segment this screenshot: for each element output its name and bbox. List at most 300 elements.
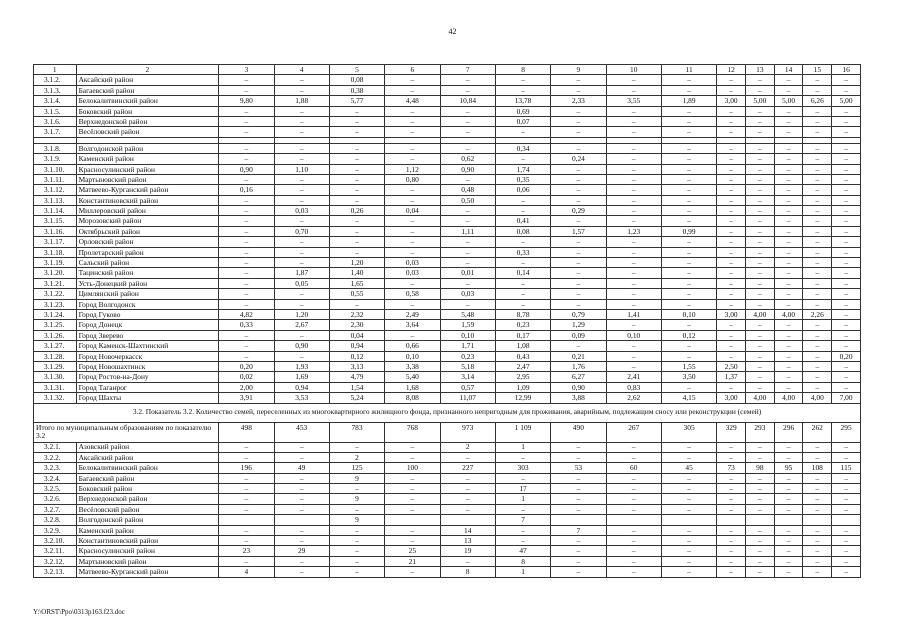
row-value: – <box>219 484 274 494</box>
row-value: 0,09 <box>551 330 606 340</box>
row-value: 0,12 <box>329 351 384 361</box>
row-code: 3.1.8. <box>34 143 77 153</box>
row-value: – <box>746 556 775 566</box>
row-value: – <box>551 106 606 116</box>
row-value: – <box>832 382 861 392</box>
row-value: – <box>551 484 606 494</box>
row-value: – <box>219 247 274 257</box>
row-value: – <box>746 216 775 226</box>
row-name: Весёловский район <box>76 504 219 514</box>
row-value: – <box>219 536 274 546</box>
row-value: – <box>661 247 716 257</box>
table-row <box>34 556 861 566</box>
row-value: – <box>606 341 661 351</box>
row-code: 3.1.4. <box>34 96 77 106</box>
row-value: – <box>661 216 716 226</box>
row-code: 3.2.6. <box>34 494 77 504</box>
row-value: – <box>717 127 746 137</box>
row-value: – <box>606 216 661 226</box>
row-value: – <box>717 351 746 361</box>
row-value: – <box>219 174 274 184</box>
row-value: – <box>774 247 803 257</box>
row-value: 7 <box>551 525 606 535</box>
row-value: – <box>774 106 803 116</box>
row-value: – <box>606 185 661 195</box>
row-value: – <box>440 75 495 85</box>
row-value: – <box>803 237 832 247</box>
row-value: – <box>661 299 716 309</box>
row-value: 9 <box>329 494 384 504</box>
row-name: Город Зверево <box>76 330 219 340</box>
row-value: 1,09 <box>495 382 550 392</box>
row-value: – <box>329 546 384 556</box>
row-value: – <box>717 237 746 247</box>
row-value: – <box>440 127 495 137</box>
row-value: – <box>774 85 803 95</box>
row-value: – <box>329 536 384 546</box>
table-row <box>34 546 861 556</box>
row-name: Октябрьский район <box>76 226 219 236</box>
row-value: – <box>495 525 550 535</box>
row-value: – <box>803 127 832 137</box>
row-name: Город Гуково <box>76 309 219 319</box>
row-value: – <box>385 185 440 195</box>
row-value: 2,50 <box>717 361 746 371</box>
row-value: – <box>551 289 606 299</box>
row-value: – <box>551 473 606 483</box>
row-value: 2,33 <box>551 96 606 106</box>
row-value: 21 <box>385 556 440 566</box>
row-value: – <box>606 494 661 504</box>
row-value: – <box>717 382 746 392</box>
row-value: – <box>746 289 775 299</box>
row-value: – <box>661 452 716 462</box>
row-value: – <box>717 278 746 288</box>
total-value: 490 <box>551 422 606 442</box>
row-value: 73 <box>717 463 746 473</box>
row-value: 0,33 <box>219 320 274 330</box>
table-row <box>34 463 861 473</box>
row-value: – <box>717 154 746 164</box>
row-value: 0,02 <box>219 372 274 382</box>
row-value: 1,08 <box>495 341 550 351</box>
row-value: – <box>717 185 746 195</box>
row-name: Каменский район <box>76 154 219 164</box>
row-value: – <box>329 195 384 205</box>
row-name: Весёловский район <box>76 127 219 137</box>
row-value: 13,78 <box>495 96 550 106</box>
row-value: 12,99 <box>495 393 550 403</box>
row-value: – <box>774 452 803 462</box>
row-value: – <box>385 226 440 236</box>
row-value: – <box>717 75 746 85</box>
table-row <box>34 351 861 361</box>
row-value: – <box>551 504 606 514</box>
row-value: – <box>661 85 716 95</box>
table-row <box>34 258 861 268</box>
row-value: – <box>746 258 775 268</box>
row-value: 108 <box>803 463 832 473</box>
row-name: Верхнедонской район <box>76 494 219 504</box>
row-value: – <box>219 268 274 278</box>
row-value: – <box>274 216 329 226</box>
row-value: 1,20 <box>274 309 329 319</box>
row-value: 0,08 <box>329 75 384 85</box>
row-value: 0,58 <box>385 289 440 299</box>
row-value: – <box>274 247 329 257</box>
total-value: 453 <box>274 422 329 442</box>
row-value: – <box>803 361 832 371</box>
row-value: – <box>774 195 803 205</box>
row-value: – <box>774 484 803 494</box>
row-value: – <box>551 556 606 566</box>
row-value: – <box>606 289 661 299</box>
row-value: – <box>717 206 746 216</box>
row-value: – <box>385 247 440 257</box>
row-value: 2,95 <box>495 372 550 382</box>
row-value: – <box>717 195 746 205</box>
row-value: – <box>329 247 384 257</box>
row-value: 98 <box>746 463 775 473</box>
row-code: 3.1.15. <box>34 216 77 226</box>
total-value: 267 <box>606 422 661 442</box>
row-value: – <box>606 525 661 535</box>
row-value: – <box>329 442 384 452</box>
row-value: 0,08 <box>495 226 550 236</box>
row-value: – <box>803 556 832 566</box>
row-value: – <box>746 143 775 153</box>
row-value: 0,16 <box>219 185 274 195</box>
row-code: 3.2.11. <box>34 546 77 556</box>
row-value: 4,79 <box>329 372 384 382</box>
row-value: 13 <box>440 536 495 546</box>
row-value: – <box>551 75 606 85</box>
row-value: 1,54 <box>329 382 384 392</box>
row-value: – <box>803 567 832 577</box>
row-name: Волгодонской район <box>76 515 219 525</box>
row-name: Мартыновский район <box>76 174 219 184</box>
row-value: – <box>495 85 550 95</box>
row-value: – <box>385 278 440 288</box>
row-value: 0,20 <box>832 351 861 361</box>
table-row <box>34 278 861 288</box>
row-value: 11,07 <box>440 393 495 403</box>
row-value: – <box>746 206 775 216</box>
row-value: – <box>495 75 550 85</box>
row-value: 8,08 <box>385 393 440 403</box>
row-value: – <box>440 237 495 247</box>
row-value: – <box>440 106 495 116</box>
row-code: 3.1.16. <box>34 226 77 236</box>
row-value: 3,13 <box>329 361 384 371</box>
table-row <box>34 309 861 319</box>
column-number: 3 <box>219 65 274 75</box>
row-value: – <box>219 556 274 566</box>
row-value: – <box>219 195 274 205</box>
row-code: 3.1.30. <box>34 372 77 382</box>
row-value: – <box>746 85 775 95</box>
row-value: 0,03 <box>274 206 329 216</box>
row-value: 2,32 <box>329 309 384 319</box>
row-value: – <box>717 106 746 116</box>
row-value: – <box>606 127 661 137</box>
row-value: – <box>746 536 775 546</box>
column-number: 7 <box>440 65 495 75</box>
row-value: – <box>551 494 606 504</box>
row-value: – <box>803 341 832 351</box>
row-value: 49 <box>274 463 329 473</box>
row-value: – <box>803 452 832 462</box>
row-value: – <box>219 351 274 361</box>
row-value: – <box>385 127 440 137</box>
row-value: 47 <box>495 546 550 556</box>
row-value: – <box>832 330 861 340</box>
row-value: – <box>661 154 716 164</box>
row-value: – <box>440 452 495 462</box>
row-code: 3.1.32. <box>34 393 77 403</box>
row-value: – <box>274 473 329 483</box>
row-code: 3.1.17. <box>34 237 77 247</box>
row-value: – <box>832 473 861 483</box>
row-value: – <box>661 164 716 174</box>
row-value: – <box>717 341 746 351</box>
row-value: 0,41 <box>495 216 550 226</box>
row-value: – <box>661 473 716 483</box>
row-value: – <box>551 174 606 184</box>
row-value: – <box>551 299 606 309</box>
row-value: 0,48 <box>440 185 495 195</box>
row-value: 0,94 <box>329 341 384 351</box>
row-value: – <box>832 299 861 309</box>
row-name: Орловский район <box>76 237 219 247</box>
row-value: – <box>551 247 606 257</box>
row-value: 2,26 <box>803 309 832 319</box>
row-value: – <box>661 143 716 153</box>
row-value: – <box>832 258 861 268</box>
row-value: – <box>746 473 775 483</box>
row-name: Константиновский район <box>76 195 219 205</box>
total-row <box>34 422 861 442</box>
row-value: – <box>746 442 775 452</box>
row-value: – <box>832 216 861 226</box>
row-code: 3.1.31. <box>34 382 77 392</box>
row-value: – <box>495 504 550 514</box>
row-value: – <box>274 567 329 577</box>
row-value: – <box>832 278 861 288</box>
row-value: – <box>774 75 803 85</box>
row-code: 3.1.24. <box>34 309 77 319</box>
row-value: 4 <box>219 567 274 577</box>
total-value: 768 <box>385 422 440 442</box>
table-row <box>34 525 861 535</box>
row-value: 0,07 <box>495 116 550 126</box>
row-value: 1,76 <box>551 361 606 371</box>
row-value <box>746 515 775 525</box>
row-value: 0,83 <box>606 382 661 392</box>
row-value: – <box>551 268 606 278</box>
row-value: – <box>495 473 550 483</box>
row-value: – <box>746 372 775 382</box>
row-value: – <box>746 341 775 351</box>
row-value: 8,78 <box>495 309 550 319</box>
row-value: – <box>274 330 329 340</box>
row-code: 3.1.5. <box>34 106 77 116</box>
row-value: – <box>606 567 661 577</box>
column-number: 4 <box>274 65 329 75</box>
row-value: – <box>661 351 716 361</box>
row-value: – <box>746 320 775 330</box>
row-value: – <box>832 237 861 247</box>
row-value: – <box>274 536 329 546</box>
row-value: – <box>832 143 861 153</box>
row-value: 0,03 <box>440 289 495 299</box>
row-value: 0,04 <box>329 330 384 340</box>
row-value: 1,11 <box>440 226 495 236</box>
column-number: 12 <box>717 65 746 75</box>
row-value: – <box>774 143 803 153</box>
row-value <box>219 515 274 525</box>
row-value: – <box>803 299 832 309</box>
row-value: – <box>329 143 384 153</box>
row-value: – <box>803 216 832 226</box>
row-value: – <box>440 494 495 504</box>
row-value: – <box>551 85 606 95</box>
column-number: 15 <box>803 65 832 75</box>
row-value: 0,23 <box>440 351 495 361</box>
row-value: – <box>274 174 329 184</box>
row-name: Красносулинский район <box>76 546 219 556</box>
row-value: – <box>832 504 861 514</box>
column-number: 13 <box>746 65 775 75</box>
row-value: – <box>551 278 606 288</box>
total-value: 498 <box>219 422 274 442</box>
total-value: 973 <box>440 422 495 442</box>
row-name: Багаевский район <box>76 85 219 95</box>
row-value: – <box>774 494 803 504</box>
row-value: – <box>551 536 606 546</box>
row-name: Город Новочеркасск <box>76 351 219 361</box>
row-value: – <box>717 116 746 126</box>
row-value: 227 <box>440 463 495 473</box>
row-value: – <box>385 216 440 226</box>
row-value: – <box>832 452 861 462</box>
row-code: 3.1.18. <box>34 247 77 257</box>
row-value: – <box>551 127 606 137</box>
row-value: – <box>495 258 550 268</box>
row-value: – <box>746 484 775 494</box>
row-value: 0,55 <box>329 289 384 299</box>
row-value: 0,04 <box>385 206 440 216</box>
row-value: – <box>219 237 274 247</box>
row-value: – <box>746 299 775 309</box>
row-name: Матвеево-Курганский район <box>76 185 219 195</box>
row-value: – <box>746 154 775 164</box>
row-value: – <box>329 556 384 566</box>
row-value: – <box>440 504 495 514</box>
row-value: – <box>440 206 495 216</box>
row-value: – <box>717 330 746 340</box>
row-value: – <box>661 206 716 216</box>
row-value: – <box>606 85 661 95</box>
row-code: 3.1.26. <box>34 330 77 340</box>
row-value: – <box>606 237 661 247</box>
row-code: 3.2.10. <box>34 536 77 546</box>
row-code: 3.1.21. <box>34 278 77 288</box>
row-value: – <box>832 85 861 95</box>
row-value: – <box>219 525 274 535</box>
row-value: 1,10 <box>274 164 329 174</box>
row-value: 0,10 <box>385 351 440 361</box>
row-value: – <box>661 382 716 392</box>
row-value: – <box>746 382 775 392</box>
row-value: 7,00 <box>832 393 861 403</box>
row-value: 2,00 <box>219 382 274 392</box>
row-value: – <box>803 494 832 504</box>
row-value: – <box>551 116 606 126</box>
row-value: – <box>832 289 861 299</box>
row-value: 1,37 <box>717 372 746 382</box>
row-value: – <box>661 494 716 504</box>
row-value: – <box>329 226 384 236</box>
row-value: – <box>219 226 274 236</box>
row-value: 9 <box>329 515 384 525</box>
row-value: 6,26 <box>803 96 832 106</box>
row-value: 3,88 <box>551 393 606 403</box>
row-value: – <box>832 185 861 195</box>
table-row <box>34 143 861 153</box>
total-value: 329 <box>717 422 746 442</box>
row-value: 14 <box>440 525 495 535</box>
table-row <box>34 536 861 546</box>
row-value: – <box>495 127 550 137</box>
row-value: – <box>746 351 775 361</box>
row-value: 45 <box>661 463 716 473</box>
row-value: – <box>274 452 329 462</box>
row-value: 0,80 <box>385 174 440 184</box>
row-name: Город Новошахтинск <box>76 361 219 371</box>
row-code: 3.1.13. <box>34 195 77 205</box>
row-value: – <box>274 85 329 95</box>
row-code: 3.2.4. <box>34 473 77 483</box>
row-value: – <box>717 536 746 546</box>
row-value: – <box>746 546 775 556</box>
row-value: – <box>606 452 661 462</box>
row-value <box>661 515 716 525</box>
row-value: 0,06 <box>495 185 550 195</box>
row-value: – <box>774 536 803 546</box>
row-value: – <box>774 504 803 514</box>
row-name: Каменский район <box>76 525 219 535</box>
table-row <box>34 247 861 257</box>
row-name: Константиновский район <box>76 536 219 546</box>
row-value: – <box>606 504 661 514</box>
row-value: – <box>219 442 274 452</box>
row-value: – <box>219 85 274 95</box>
row-value: – <box>495 289 550 299</box>
row-value: – <box>606 268 661 278</box>
row-value: – <box>385 116 440 126</box>
row-value <box>717 515 746 525</box>
row-value: – <box>274 154 329 164</box>
row-value: – <box>803 75 832 85</box>
row-value: – <box>329 484 384 494</box>
table-row <box>34 393 861 403</box>
row-value: 0,10 <box>661 309 716 319</box>
table-row <box>34 226 861 236</box>
row-value: 2,49 <box>385 309 440 319</box>
row-value: – <box>803 206 832 216</box>
row-name: Тацинский район <box>76 268 219 278</box>
